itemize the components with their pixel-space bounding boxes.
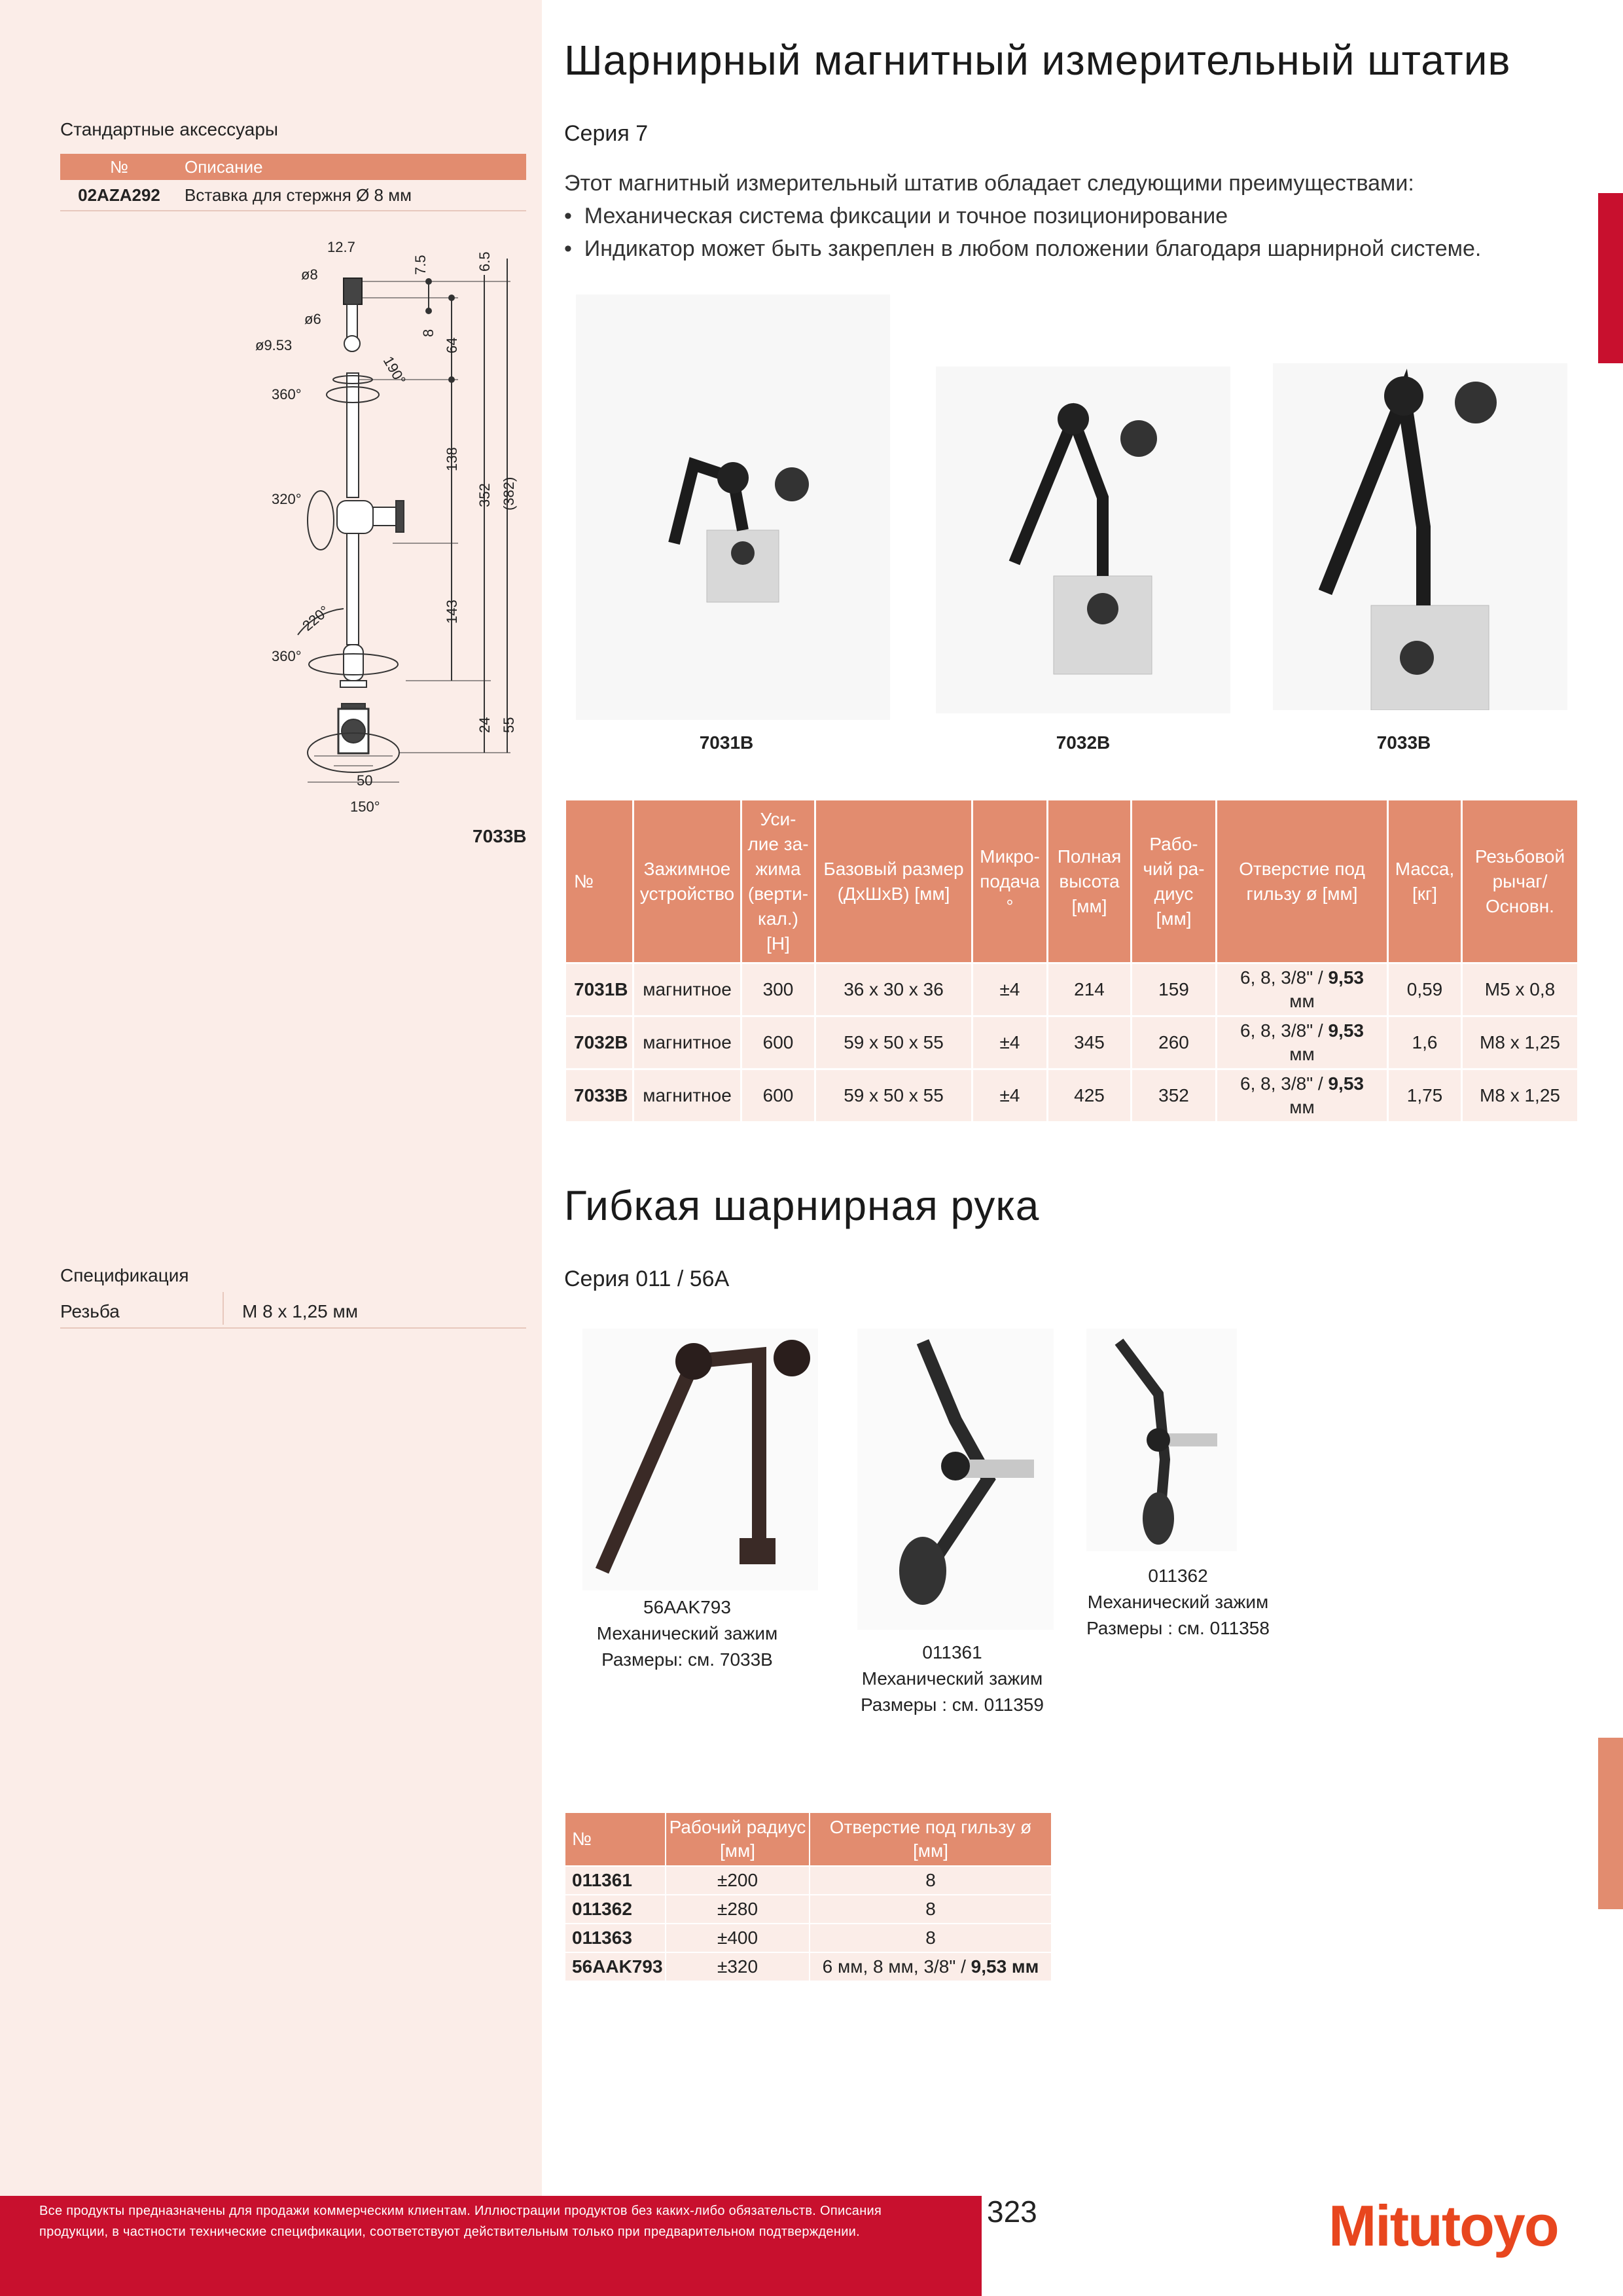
cell-thread: M5 x 0,8 [1462,963,1578,1016]
cell-height: 425 [1048,1069,1132,1122]
table-row [565,1069,1578,1122]
cell-base: 59 x 50 x 55 [815,1016,972,1069]
bullet-2: • Индикатор может быть закреплен в любом положении благодаря шарнирной системе. [564,236,1482,261]
dim-7-5: 7.5 [412,255,429,275]
product-image-7032b [936,367,1230,713]
dim-24: 24 [476,717,493,733]
col-micro: Микро-подача ° [972,800,1048,963]
page-number: 323 [987,2195,1037,2229]
table-row: 56AAK793 ±320 6 мм, 8 мм, 3/8" / 9,53 мм [565,1952,1052,1981]
spec-name: Резьба [60,1301,120,1321]
product-image-011362 [1086,1329,1237,1551]
col-no: № [565,800,633,963]
spec-value: M 8 x 1,25 мм [242,1301,359,1321]
table-row [565,1016,1578,1069]
col-base: Базовый размер (ДхШхВ) [мм] [815,800,972,963]
col-no: № [565,1812,666,1866]
cell-hole: 6, 8, 3/8" / 9,53 мм [1217,963,1388,1016]
dim-o9-53: ø9.53 [255,337,293,353]
section-tab-orange [1598,1738,1623,1909]
cell-no: 7031B [565,963,633,1016]
cell-force: 600 [741,1069,815,1122]
cell-height: 214 [1048,963,1132,1016]
dim-12-7: 12.7 [327,239,355,255]
dim-o8: ø8 [301,266,318,283]
cell-no: 7032B [565,1016,633,1069]
cell-base: 36 x 30 x 36 [815,963,972,1016]
dim-360-deg-top: 360° [272,386,302,403]
cell-mass: 0,59 [1388,963,1462,1016]
section1-series: Серия 7 [564,121,649,146]
product-image-7031b [576,295,890,720]
dim-55: 55 [501,717,517,733]
col-hole: Отверстие под гильзу ø [мм] [1217,800,1388,963]
cell-mass: 1,6 [1388,1016,1462,1069]
product-label-7033b: 7033B [1376,732,1431,753]
caption-011361: 011361 Механический зажим Размеры : см. 011359 [861,1642,1044,1715]
cell-micro: ±4 [972,963,1048,1016]
table-row: 011362 ±280 8 [565,1895,1052,1924]
product-image-56aak793 [582,1329,818,1590]
cell-thread: M8 x 1,25 [1462,1016,1578,1069]
table-row [60,180,526,211]
stand-spec-table [564,798,1579,1123]
table-row [565,963,1578,1016]
cell-clamp: магнитное [633,1016,741,1069]
cell-base: 59 x 50 x 55 [815,1069,972,1122]
caption-56aak793: 56AAK793 Механический зажим Размеры: см. 7033B [596,1597,778,1670]
drawing-label: 7033B [473,826,527,846]
col-radius: Рабочий радиус [мм] [666,1812,810,1866]
cell-thread: M8 x 1,25 [1462,1069,1578,1122]
table-row: 011361 ±200 8 [565,1866,1052,1895]
dim-64: 64 [444,337,460,353]
spec-row [60,1296,526,1329]
section1-intro: Этот магнитный измерительный штатив обладает следующими преимуществами: [564,171,1414,196]
col-radius: Рабо-чий ра-диус [мм] [1132,800,1217,963]
product-label-7031b: 7031B [699,732,754,753]
col-force: Уси-лие за-жима (верти-кал.) [Н] [741,800,815,963]
accessories-title: Стандартные аксессуары [60,119,279,139]
bullet-1: • Механическая система фиксации и точное позиционирование [564,204,1228,228]
cell-radius: 352 [1132,1069,1217,1122]
cell-force: 300 [741,963,815,1016]
dim-360-deg-bottom: 360° [272,648,302,664]
spec-title: Спецификация [60,1265,189,1285]
cell-micro: ±4 [972,1069,1048,1122]
footer-disclaimer: Все продукты предназначены для продажи коммерческим клиентам. Иллюстрации продуктов без каких-либо обязательств. Описания продукции, в частности технические спецификации, соответствуют действительным только при предварительном подтверждении. [39,2204,882,2239]
cell-hole: 6, 8, 3/8" / 9,53 мм [1217,1016,1388,1069]
section1-title: Шарнирный магнитный измерительный штатив [564,37,1511,84]
section2-series: Серия 011 / 56A [564,1266,730,1291]
cell-mass: 1,75 [1388,1069,1462,1122]
dim-6-5: 6.5 [476,251,493,272]
product-label-7032b: 7032B [1056,732,1111,753]
cell-no: 7033B [565,1069,633,1122]
cell-height: 345 [1048,1016,1132,1069]
acc-desc: Вставка для стержня Ø 8 мм [178,180,526,211]
product-image-011361 [857,1329,1054,1630]
section-tab-red [1598,193,1623,363]
mitutoyo-logo: Mitutoyo [1329,2193,1558,2258]
technical-drawing [249,232,537,834]
col-mass: Масса, [кг] [1388,800,1462,963]
dim-382: (382) [501,476,517,511]
col-thread: Резьбовой рычаг/ Основн. [1462,800,1578,963]
table-row: 011363 ±400 8 [565,1924,1052,1952]
dim-143: 143 [444,600,460,624]
acc-num: 02AZA292 [60,180,178,211]
cell-hole: 6, 8, 3/8" / 9,53 мм [1217,1069,1388,1122]
cell-force: 600 [741,1016,815,1069]
dim-150-deg: 150° [350,798,380,815]
dim-220-deg: 220° [299,602,333,634]
col-height: Полная высота [мм] [1048,800,1132,963]
cell-radius: 159 [1132,963,1217,1016]
cell-clamp: магнитное [633,963,741,1016]
caption-011362: 011362 Механический зажим Размеры : см. 011358 [1086,1566,1270,1638]
accessories-table [60,154,526,211]
col-clamp: Зажимное устройство [633,800,741,963]
arm-spec-table [564,1812,1052,1982]
dim-50: 50 [357,772,373,789]
cell-micro: ±4 [972,1016,1048,1069]
cell-clamp: магнитное [633,1069,741,1122]
dim-138: 138 [444,447,460,471]
dim-190-deg: 190° [380,353,410,387]
dim-o6: ø6 [304,311,321,327]
dim-352: 352 [476,483,493,507]
product-image-7033b [1273,363,1567,710]
acc-col-num: № [60,154,178,180]
acc-col-desc: Описание [178,154,526,180]
section2-title: Гибкая шарнирная рука [564,1182,1040,1229]
dim-8: 8 [420,329,437,337]
cell-radius: 260 [1132,1016,1217,1069]
col-hole: Отверстие под гильзу ø [мм] [810,1812,1052,1866]
dim-320-deg: 320° [272,491,302,507]
